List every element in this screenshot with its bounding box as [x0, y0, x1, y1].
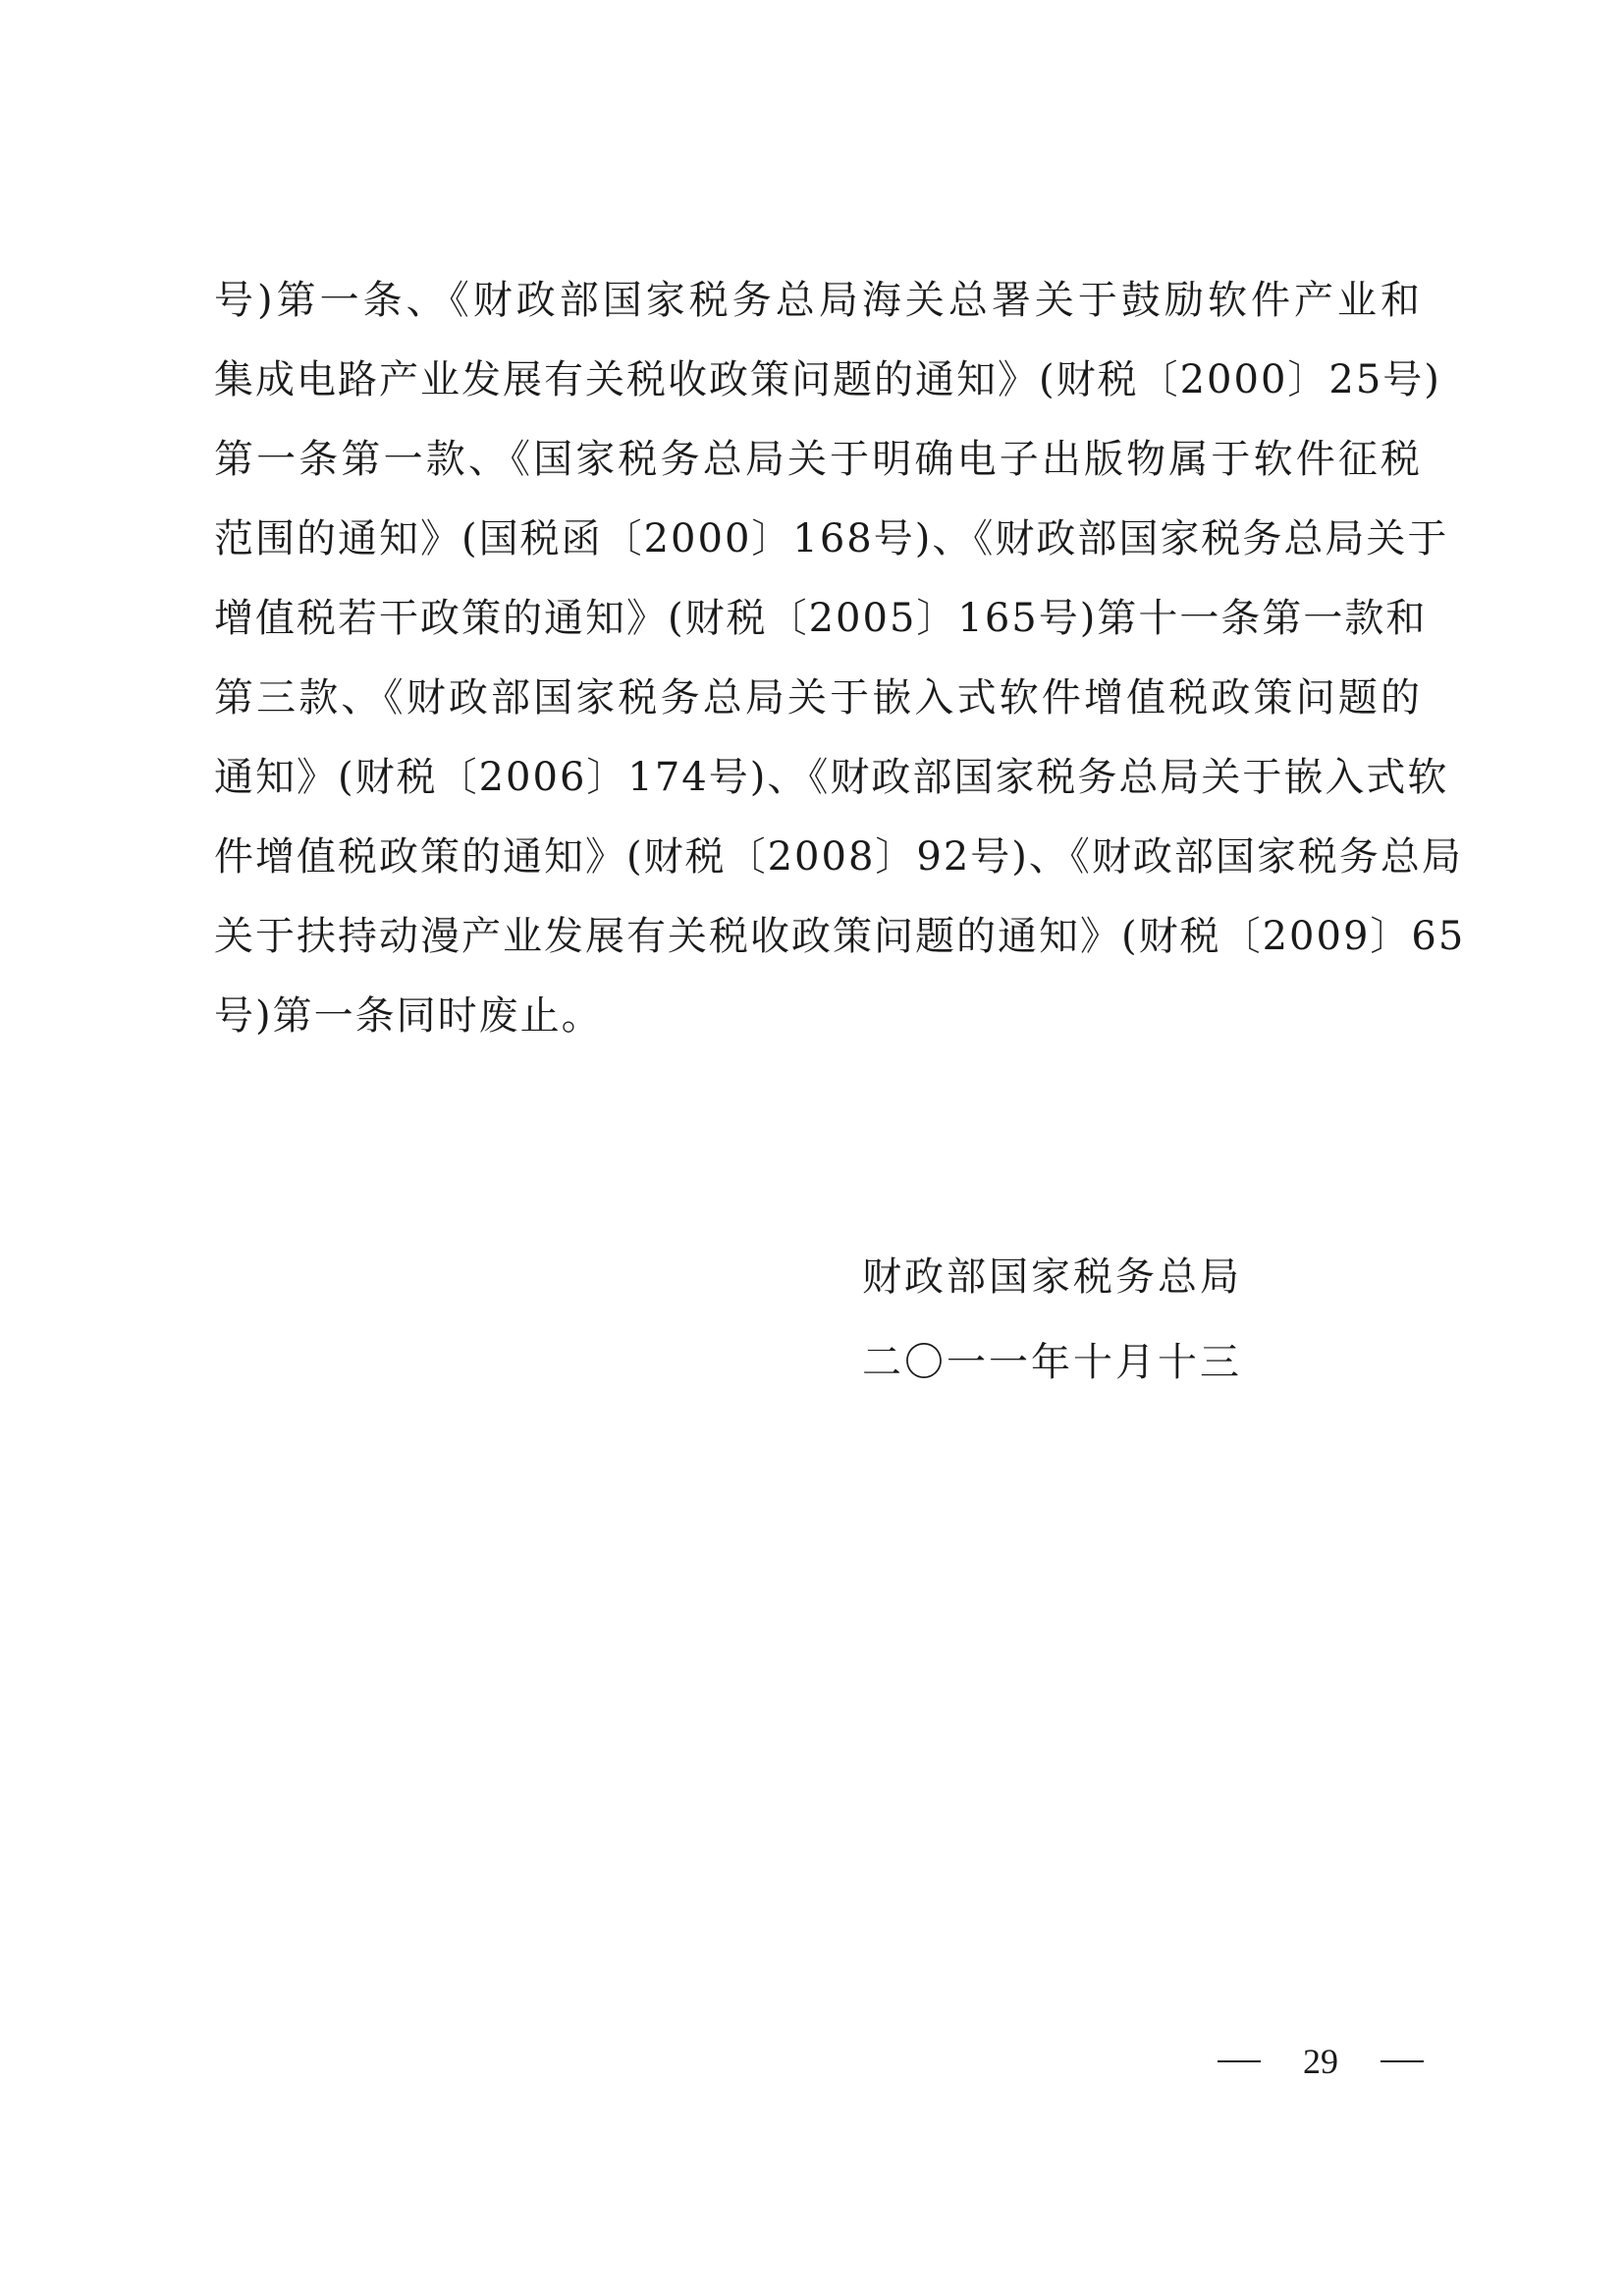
dash-right-icon	[1380, 2060, 1424, 2062]
body-line: 关于扶持动漫产业发展有关税收政策问题的通知》(财税〔2009〕65	[214, 914, 1466, 959]
body-paragraph	[214, 261, 1466, 1056]
body-line: 增值税若干政策的通知》(财税〔2005〕165号)第十一条第一款和	[214, 596, 1428, 641]
body-line: 号)第一条、《财政部国家税务总局海关总署关于鼓励软件产业和	[214, 278, 1422, 323]
dash-left-icon	[1218, 2060, 1261, 2062]
body-line: 集成电路产业发展有关税收政策问题的通知》(财税〔2000〕25号)	[214, 357, 1441, 402]
body-line: 第一条第一款、《国家税务总局关于明确电子出版物属于软件征税	[214, 437, 1422, 482]
body-line: 件增值税政策的通知》(财税〔2008〕92号)、《财政部国家税务总局	[214, 834, 1463, 880]
body-line: 第三款、《财政部国家税务总局关于嵌入式软件增值税政策问题的	[214, 675, 1422, 721]
issuer-name: 财政部国家税务总局	[862, 1255, 1242, 1300]
page-footer	[1218, 2034, 1424, 2089]
page-number: 29	[1303, 2042, 1338, 2081]
body-line: 号)第一条同时废止。	[214, 993, 603, 1039]
signature-block	[862, 1235, 1255, 1406]
issue-date: 二〇一一年十月十三	[862, 1340, 1242, 1385]
body-line: 通知》(财税〔2006〕174号)、《财政部国家税务总局关于嵌入式软	[214, 755, 1449, 800]
body-line: 范围的通知》(国税函〔2000〕168号)、《财政部国家税务总局关于	[214, 516, 1449, 561]
